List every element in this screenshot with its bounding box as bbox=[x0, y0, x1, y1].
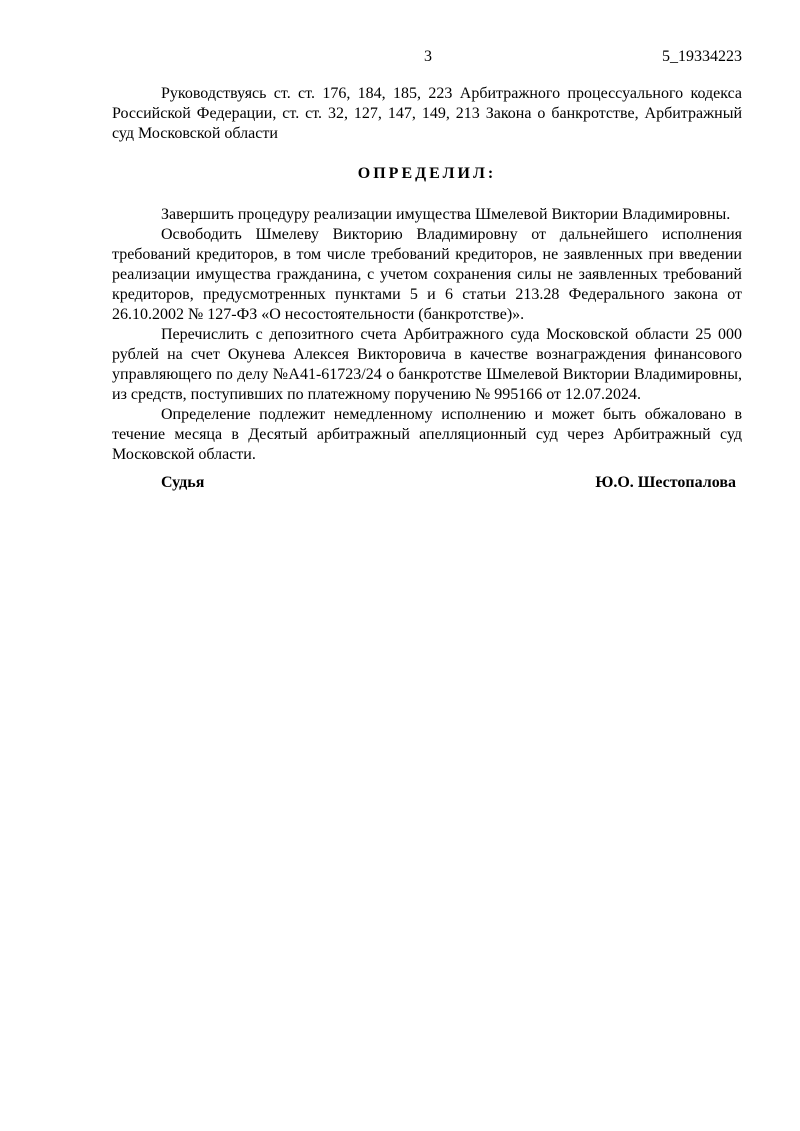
ruling-paragraph-4: Определение подлежит немедленному исполнению и может быть обжаловано в течение месяца в Десятый арбитражный апелляционный суд через Арбитражный суд Московской области. bbox=[112, 406, 742, 463]
case-number: 5_19334223 bbox=[662, 48, 742, 65]
intro-paragraph: Руководствуясь ст. ст. 176, 184, 185, 223 Арбитражного процессуального кодекса Российской Федерации, ст. ст. 32, 127, 147, 149, 213 Закона о банкротстве, Арбитражный суд Московской области bbox=[112, 85, 742, 142]
signature-block bbox=[0, 474, 800, 498]
ruling-paragraph-1: Завершить процедуру реализации имущества Шмелевой Виктории Владимировны. bbox=[161, 206, 731, 223]
judge-title: Судья bbox=[161, 474, 205, 491]
ruling-heading: ОПРЕДЕЛИЛ: bbox=[357, 165, 497, 182]
document-body bbox=[112, 84, 742, 465]
ruling-paragraph-3: Перечислить с депозитного счета Арбитражного суда Московской области 25 000 рублей на счет Окунева Алексея Викторовича в качестве вознаграждения финансового управляющего по делу №А41-61723/24 о банкротстве Шмелевой Виктории Владимировны, из средств, поступивших по платежному поручению № 995166 от 12.07.2024. bbox=[112, 326, 742, 403]
ruling-paragraph-2: Освободить Шмелеву Викторию Владимировну от дальнейшего исполнения требований кредиторов, в том числе требований кредиторов, не заявленных при введении реализации имущества гражданина, с учетом сохранения силы не заявленных требований кредиторов, предусмотренных пунктами 5 и 6 статьи 213.28 Федерального закона от 26.10.2002 № 127-ФЗ «О несостоятельности (банкротстве)». bbox=[112, 226, 742, 323]
page-number: 3 bbox=[424, 48, 432, 65]
page-header bbox=[0, 48, 800, 70]
judge-name: Ю.О. Шестопалова bbox=[595, 474, 736, 491]
